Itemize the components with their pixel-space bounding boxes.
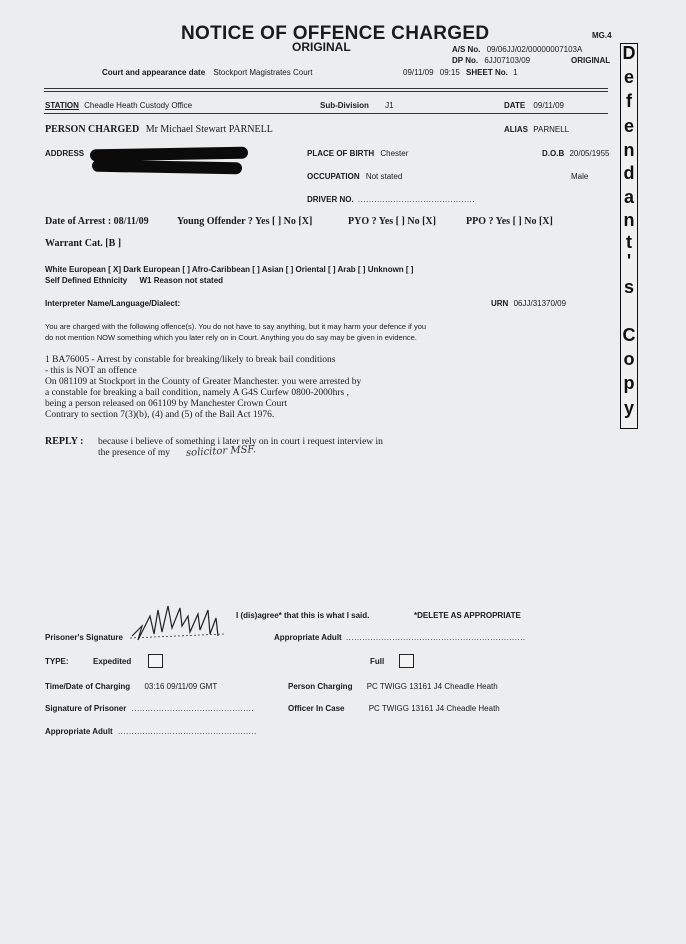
as-no-value: 09/06JJ/02/00000007103A xyxy=(486,45,583,54)
sheet-value: 1 xyxy=(513,68,518,77)
court-label: Court and appearance date xyxy=(102,68,206,77)
stamp-letter: s xyxy=(623,277,634,297)
stamp-letter: a xyxy=(623,187,634,207)
reply-label: REPLY : xyxy=(45,436,84,447)
reply-line-2: the presence of my xyxy=(98,448,171,458)
driver-row xyxy=(307,195,475,204)
redaction-bar xyxy=(92,160,242,175)
appropriate-adult-dots: .................................................................. xyxy=(345,633,526,642)
self-ethnicity-value: W1 Reason not stated xyxy=(139,276,224,285)
charging-time-row xyxy=(45,682,217,691)
offence-line-4: a constable for breaking a bail condition, namely A G4S Curfew 0800-2000hrs , xyxy=(45,388,349,398)
ethnicity-options: White European [ X] Dark European [ ] Afro-Caribbean [ ] Asian [ ] Oriental [ ] Arab [ ] Unknown [ ] xyxy=(45,265,414,274)
stamp-letter: C xyxy=(622,325,636,345)
stamp-letter: y xyxy=(623,398,634,418)
stamp-letter: n xyxy=(623,140,635,160)
type-label: TYPE: xyxy=(45,657,69,666)
offence-block xyxy=(45,355,361,421)
self-ethnicity-row xyxy=(45,276,223,285)
stamp-letter: n xyxy=(623,210,635,230)
divider-station xyxy=(44,113,608,114)
station-label: STATION xyxy=(45,101,79,110)
full-checkbox[interactable] xyxy=(399,654,414,668)
reply-line-1: because i believe of something i later rely on in court i request interview in xyxy=(98,437,383,447)
offence-line-6: Contrary to section 7(3)(b), (4) and (5) of the Bail Act 1976. xyxy=(45,410,275,420)
stamp-letter: o xyxy=(623,349,635,369)
person-charged-label: PERSON CHARGED xyxy=(45,124,140,135)
sig-prisoner-label: Signature of Prisoner xyxy=(45,704,127,713)
person-charging-value: PC TWIGG 13161 J4 Cheadle Heath xyxy=(366,682,498,691)
document-title: NOTICE OF OFFENCE CHARGED xyxy=(181,23,490,44)
expedited-label: Expedited xyxy=(93,657,132,666)
subdivision-row xyxy=(320,101,394,110)
pob-label: PLACE OF BIRTH xyxy=(307,149,375,158)
court-date-row xyxy=(403,68,518,77)
warrant-cat: Warrant Cat. [B ] xyxy=(45,238,122,249)
adult2-label: Appropriate Adult xyxy=(45,727,113,736)
alias-label: ALIAS xyxy=(504,125,528,134)
stamp-letter: p xyxy=(623,373,635,393)
appropriate-adult-label: Appropriate Adult xyxy=(274,633,342,642)
dob-value: 20/05/1955 xyxy=(569,149,610,158)
prisoner-signature xyxy=(128,596,228,644)
alias-value: PARNELL xyxy=(533,125,570,134)
stamp-letter: e xyxy=(623,116,634,136)
stamp-letter: t xyxy=(626,232,632,252)
expedited-checkbox[interactable] xyxy=(148,654,163,668)
station-value: Cheadle Heath Custody Office xyxy=(84,101,193,110)
dp-no-label: DP No. xyxy=(452,56,479,65)
sig-prisoner-dots: ............................................. xyxy=(131,704,255,713)
charging-time-value: 03:16 09/11/09 GMT xyxy=(144,682,218,691)
stamp-letter: ' xyxy=(626,251,632,271)
pob-value: Chester xyxy=(380,149,409,158)
dp-no-row xyxy=(452,56,530,65)
court-time: 09:15 xyxy=(439,68,460,77)
as-no-row xyxy=(452,45,582,54)
offence-line-5: being a person released on 061109 by Manchester Crown Court xyxy=(45,399,288,409)
urn-value: 06JJ/31370/09 xyxy=(513,299,567,308)
date-label: DATE xyxy=(504,101,526,110)
station-row xyxy=(45,101,192,110)
dob-row xyxy=(542,149,610,158)
dob-label: D.O.B xyxy=(542,149,565,158)
form-code: MG.4 xyxy=(592,31,612,40)
pyo: PYO ? Yes [ ] No [X] xyxy=(348,216,436,227)
driver-label: DRIVER NO. xyxy=(307,195,354,204)
occupation-row xyxy=(307,172,402,181)
ppo: PPO ? Yes [ ] No [X] xyxy=(466,216,553,227)
stamp-letter: e xyxy=(623,67,634,87)
date-value: 09/11/09 xyxy=(533,101,564,110)
person-charged-value: Mr Michael Stewart PARNELL xyxy=(145,124,273,135)
caution-line-2: do not mention NOW something which you later rely on in Court. Anything you do say may be given in evidence. xyxy=(45,333,417,342)
person-row xyxy=(45,124,273,135)
urn-label: URN xyxy=(491,299,509,308)
interpreter-label: Interpreter Name/Language/Dialect: xyxy=(45,299,181,308)
prisoner-signature-label: Prisoner's Signature xyxy=(45,633,123,642)
officer-row xyxy=(288,704,500,713)
adult2-row xyxy=(45,727,257,736)
sex-value: Male xyxy=(571,172,589,181)
agree-text: I (dis)agree* that this is what I said. xyxy=(236,611,370,620)
adult2-dots: ................................................... xyxy=(117,727,257,736)
charging-time-label: Time/Date of Charging xyxy=(45,682,131,691)
sheet-label: SHEET No. xyxy=(466,68,508,77)
court-date: 09/11/09 xyxy=(403,68,434,77)
stamp-letter: d xyxy=(623,163,635,183)
divider-top-2 xyxy=(44,91,608,92)
divider-top-1 xyxy=(44,88,608,89)
occupation-label: OCCUPATION xyxy=(307,172,360,181)
address-label: ADDRESS xyxy=(45,149,85,158)
occupation-value: Not stated xyxy=(365,172,403,181)
date-row xyxy=(504,101,564,110)
alias-row xyxy=(504,125,569,134)
caution-line-1: You are charged with the following offence(s). You do not have to say anything, but it may harm your defence if you xyxy=(45,322,427,331)
court-value: Stockport Magistrates Court xyxy=(213,68,313,77)
offence-line-2: - this is NOT an offence xyxy=(45,366,137,376)
court-row xyxy=(102,68,313,77)
urn-row xyxy=(491,299,566,308)
delete-text: *DELETE AS APPROPRIATE xyxy=(414,611,521,620)
sig-prisoner-row xyxy=(45,704,254,713)
original-right: ORIGINAL xyxy=(571,56,611,65)
driver-dots: ........................................... xyxy=(357,195,475,204)
person-charging-row xyxy=(288,682,498,691)
stamp-letter: f xyxy=(626,91,632,111)
young-offender: Young Offender ? Yes [ ] No [X] xyxy=(177,216,313,227)
handwritten-reply: solicitor MSF. xyxy=(185,444,257,459)
offence-line-3: On 081109 at Stockport in the County of Greater Manchester. you were arrested by xyxy=(45,377,362,387)
officer-label: Officer In Case xyxy=(288,704,345,713)
person-charging-label: Person Charging xyxy=(288,682,353,691)
full-label: Full xyxy=(370,657,385,666)
officer-value: PC TWIGG 13161 J4 Cheadle Heath xyxy=(368,704,500,713)
stamp-letter: D xyxy=(622,43,636,63)
appropriate-adult-row xyxy=(274,633,526,642)
self-ethnicity-label: Self Defined Ethnicity xyxy=(45,276,128,285)
original-subtitle: ORIGINAL xyxy=(292,40,351,54)
subdivision-value: J1 xyxy=(385,101,394,110)
date-of-arrest: Date of Arrest : 08/11/09 xyxy=(45,216,149,227)
subdivision-label: Sub-Division xyxy=(320,101,369,110)
pob-row xyxy=(307,149,408,158)
dp-no-value: 6JJ07103/09 xyxy=(484,56,531,65)
offence-line-1: 1 BA76005 - Arrest by constable for breaking/likely to break bail conditions xyxy=(45,355,336,365)
as-no-label: A/S No. xyxy=(452,45,481,54)
